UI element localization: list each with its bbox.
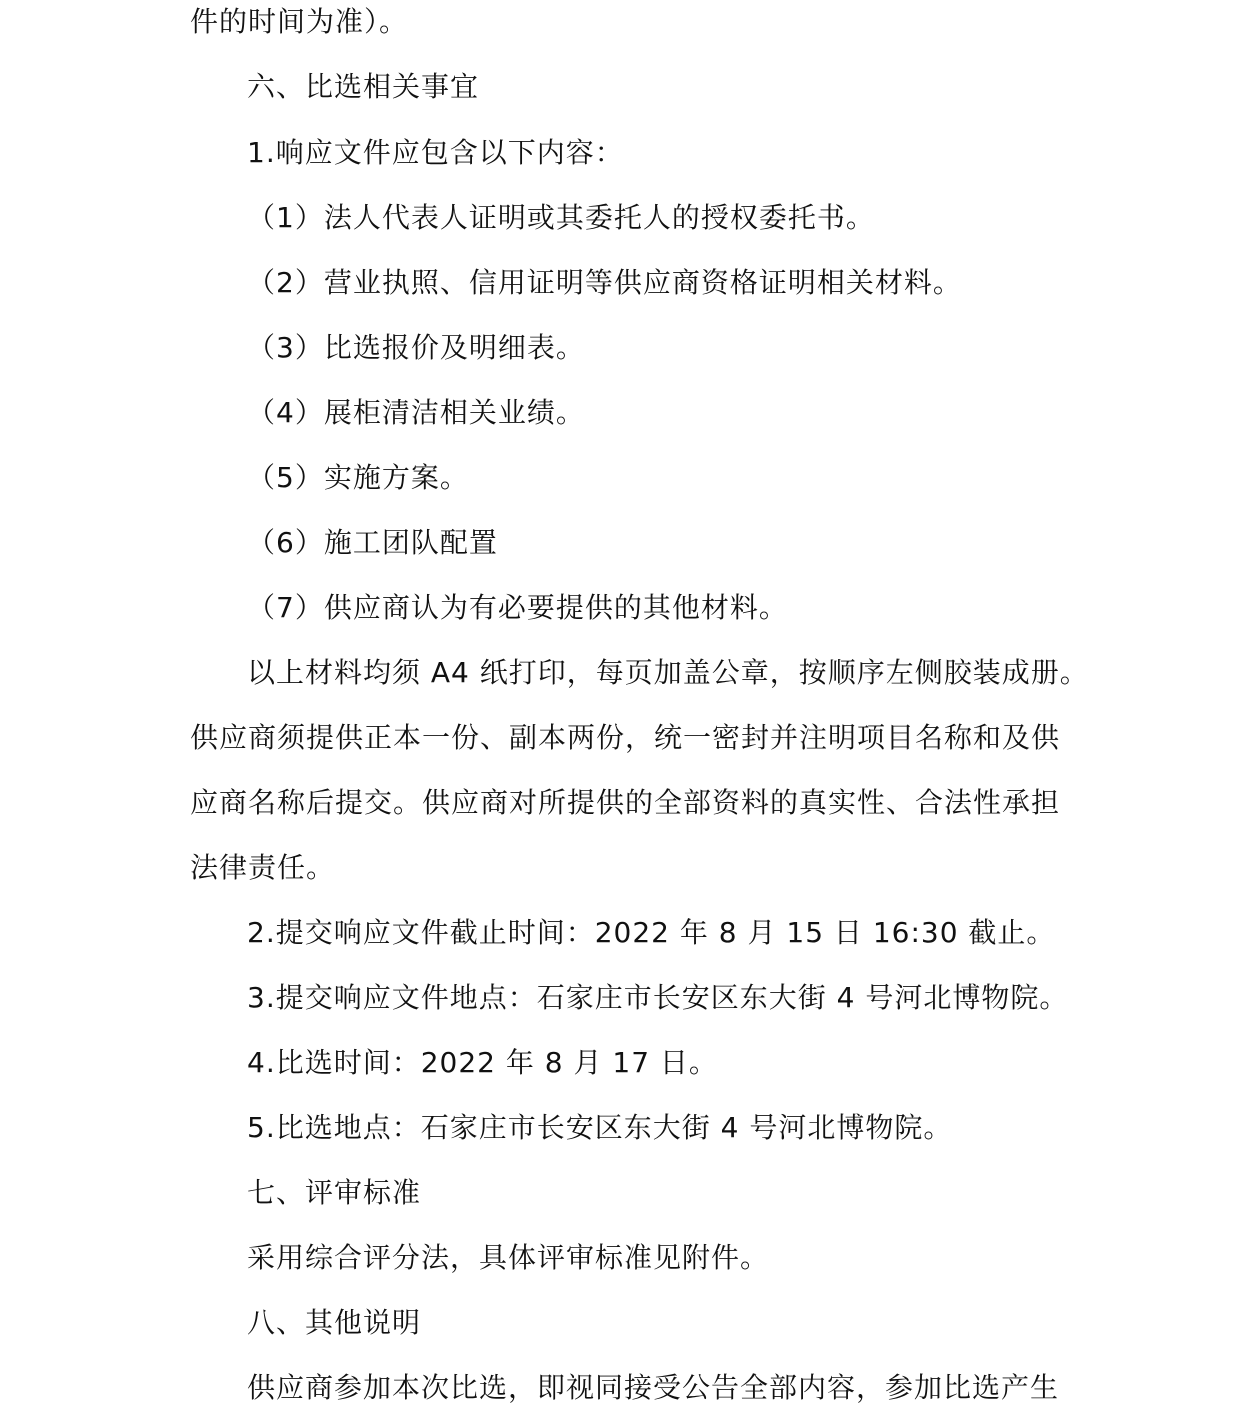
list-item-3: （3）比选报价及明细表。 <box>247 331 585 364</box>
list-item-5: （5）实施方案。 <box>247 461 469 494</box>
other-notes-line: 供应商参加本次比选，即视同接受公告全部内容，参加比选产生 <box>247 1371 1060 1404</box>
paragraph-continuation: 件的时间为准）。 <box>190 5 409 38</box>
paragraph-materials-line-4: 法律责任。 <box>190 851 336 884</box>
selection-location-line: 5.比选地点：石家庄市长安区东大街 4 号河北博物院。 <box>247 1111 953 1144</box>
selection-time-line: 4.比选时间：2022 年 8 月 17 日。 <box>247 1046 718 1079</box>
paragraph-materials-line-3: 应商名称后提交。供应商对所提供的全部资料的真实性、合法性承担 <box>190 786 1061 819</box>
paragraph-materials-line-1: 以上材料均须 A4 纸打印，每页加盖公章，按顺序左侧胶装成册。 <box>247 656 1089 689</box>
submission-location-line: 3.提交响应文件地点：石家庄市长安区东大街 4 号河北博物院。 <box>247 981 1069 1014</box>
list-item-2: （2）营业执照、信用证明等供应商资格证明相关材料。 <box>247 266 962 299</box>
list-item-6: （6）施工团队配置 <box>247 526 498 559</box>
evaluation-method-line: 采用综合评分法，具体评审标准见附件。 <box>247 1241 770 1274</box>
list-item-1: （1）法人代表人证明或其委托人的授权委托书。 <box>247 201 875 234</box>
section-heading-7: 七、评审标准 <box>247 1176 422 1209</box>
section-heading-6: 六、比选相关事宜 <box>247 70 480 103</box>
subsection-1-heading: 1.响应文件应包含以下内容： <box>247 136 624 169</box>
section-heading-8: 八、其他说明 <box>247 1306 422 1339</box>
paragraph-materials-line-2: 供应商须提供正本一份、副本两份，统一密封并注明项目名称和及供 <box>190 721 1061 754</box>
list-item-4: （4）展柜清洁相关业绩。 <box>247 396 585 429</box>
deadline-line: 2.提交响应文件截止时间：2022 年 8 月 15 日 16:30 截止。 <box>247 916 1056 949</box>
list-item-7: （7）供应商认为有必要提供的其他材料。 <box>247 591 788 624</box>
